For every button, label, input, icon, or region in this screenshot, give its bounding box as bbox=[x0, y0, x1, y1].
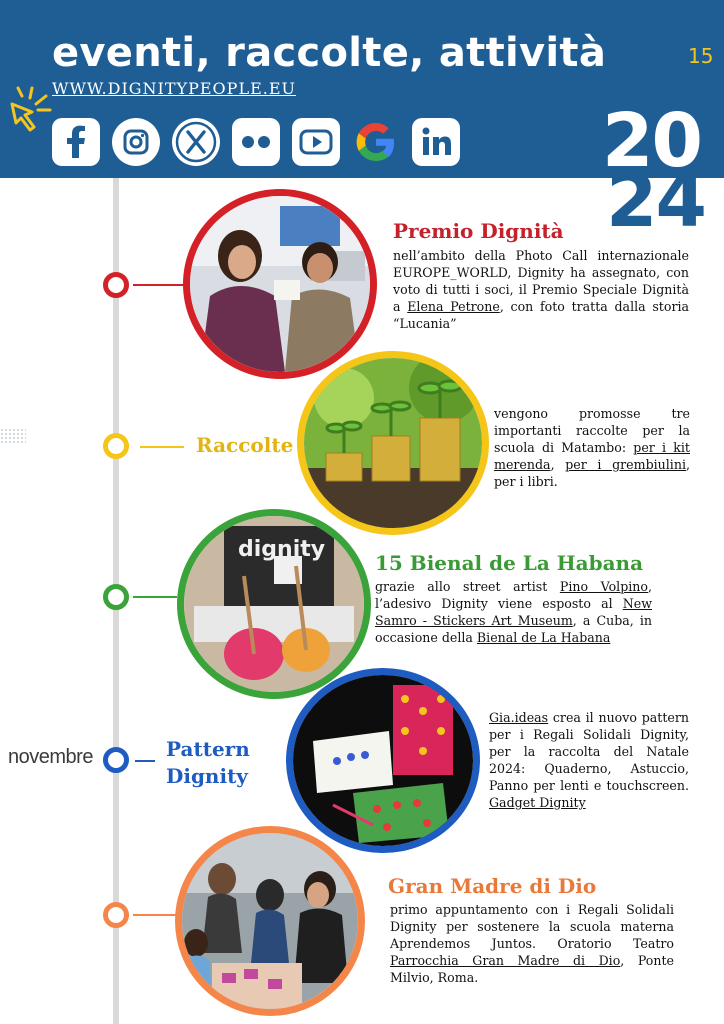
header-banner bbox=[0, 0, 724, 184]
pattern-text-1: crea il nuovo pattern per i Regali Solidali Dignity, per la raccolta del Natale 2024: Quaderno, Astuccio, Panno per lenti e touchscreen. bbox=[489, 710, 689, 793]
timeline-node-bienal bbox=[103, 584, 129, 610]
timeline-node-pattern bbox=[103, 747, 129, 773]
page-title: eventi, raccolte, attività bbox=[52, 30, 607, 76]
social-icons bbox=[52, 118, 460, 166]
link-kit-merenda[interactable]: per i kit merenda bbox=[494, 440, 690, 472]
link-pino-volpino[interactable]: Pino Volpino bbox=[559, 579, 648, 594]
bienal-text-3: , a Cuba, in occasione della bbox=[375, 613, 652, 645]
linkedin-icon[interactable] bbox=[412, 118, 460, 166]
facebook-icon[interactable] bbox=[52, 118, 100, 166]
side-label-raccolte: Raccolte bbox=[196, 433, 294, 457]
madre-text-1: primo appuntamento con i Regali Solidali Dignity per sostenere la scuola materna Aprendemos Juntos. Oratorio Teatro bbox=[390, 902, 674, 951]
photo-gran-madre bbox=[175, 826, 365, 1016]
connector-bienal bbox=[133, 596, 177, 598]
youtube-icon[interactable] bbox=[292, 118, 340, 166]
premio-text-1: nell’ambito della Photo Call internazionale EUROPE_WORLD, Dignity ha assegnato, con voto di tutti i soci, il Premio Speciale Dignità a bbox=[393, 248, 689, 314]
photo-raccolte-coins bbox=[297, 351, 489, 535]
raccolte-sep: , bbox=[550, 457, 566, 472]
premio-title: Premio Dignità bbox=[393, 219, 564, 243]
premio-body bbox=[393, 247, 689, 332]
click-cursor-icon bbox=[8, 82, 58, 136]
year-top: 20 bbox=[602, 98, 701, 184]
google-icon[interactable] bbox=[352, 118, 400, 166]
photo-bienal-habana bbox=[177, 509, 371, 699]
svg-text:dignity: dignity bbox=[238, 537, 326, 562]
bienal-body bbox=[375, 578, 652, 646]
madre-text-2: , Ponte Milvio, Roma. bbox=[390, 953, 674, 985]
raccolte-text-1: vengono promosse tre importanti raccolte per la scuola di Matambo: bbox=[494, 406, 690, 455]
timeline-node-premio bbox=[103, 272, 129, 298]
link-parrocchia[interactable]: Parrocchia Gran Madre di Dio bbox=[390, 953, 621, 968]
timeline-node-raccolte bbox=[103, 433, 129, 459]
connector-premio bbox=[133, 284, 185, 286]
raccolte-text-2: , per i libri. bbox=[494, 457, 690, 489]
raccolte-body bbox=[494, 405, 690, 490]
link-bienal-habana[interactable]: Bienal de La Habana bbox=[476, 630, 611, 645]
bienal-title: 15 Bienal de La Habana bbox=[375, 551, 644, 575]
link-elena-petrone[interactable]: Elena Petrone bbox=[407, 299, 500, 314]
year-bottom: 24 bbox=[606, 158, 705, 244]
x-icon[interactable] bbox=[172, 118, 220, 166]
photo-premio-dignita bbox=[183, 189, 377, 379]
flickr-icon[interactable] bbox=[232, 118, 280, 166]
instagram-icon[interactable] bbox=[112, 118, 160, 166]
connector-pattern bbox=[135, 760, 155, 762]
madre-body bbox=[390, 901, 674, 986]
page-number: 15 bbox=[688, 44, 714, 68]
website-link[interactable]: WWW.DIGNITYPEOPLE.EU bbox=[52, 79, 296, 98]
link-stickers-art-museum[interactable]: New Samro - Stickers Art Museum bbox=[375, 596, 652, 628]
pattern-body bbox=[489, 709, 689, 811]
bienal-text-2: , l’adesivo Dignity viene esposto al bbox=[375, 579, 652, 611]
side-label-pattern-1: Pattern bbox=[166, 737, 250, 761]
connector-madre bbox=[133, 914, 177, 916]
timeline-node-madre bbox=[103, 902, 129, 928]
connector-raccolte bbox=[140, 446, 184, 448]
decorative-dots bbox=[0, 428, 26, 444]
link-gia-ideas[interactable]: Gia.ideas bbox=[489, 710, 549, 725]
photo-pattern-dignity bbox=[286, 668, 480, 853]
madre-title: Gran Madre di Dio bbox=[388, 874, 597, 898]
side-label-pattern-2: Dignity bbox=[166, 764, 248, 788]
link-grembiulini[interactable]: per i grembiulini bbox=[565, 457, 686, 472]
bienal-text-1: grazie allo street artist bbox=[375, 579, 560, 594]
month-label: novembre bbox=[8, 746, 93, 768]
link-gadget-dignity[interactable]: Gadget Dignity bbox=[489, 795, 586, 810]
premio-text-2: , con foto tratta dalla storia “Lucania” bbox=[393, 299, 689, 331]
